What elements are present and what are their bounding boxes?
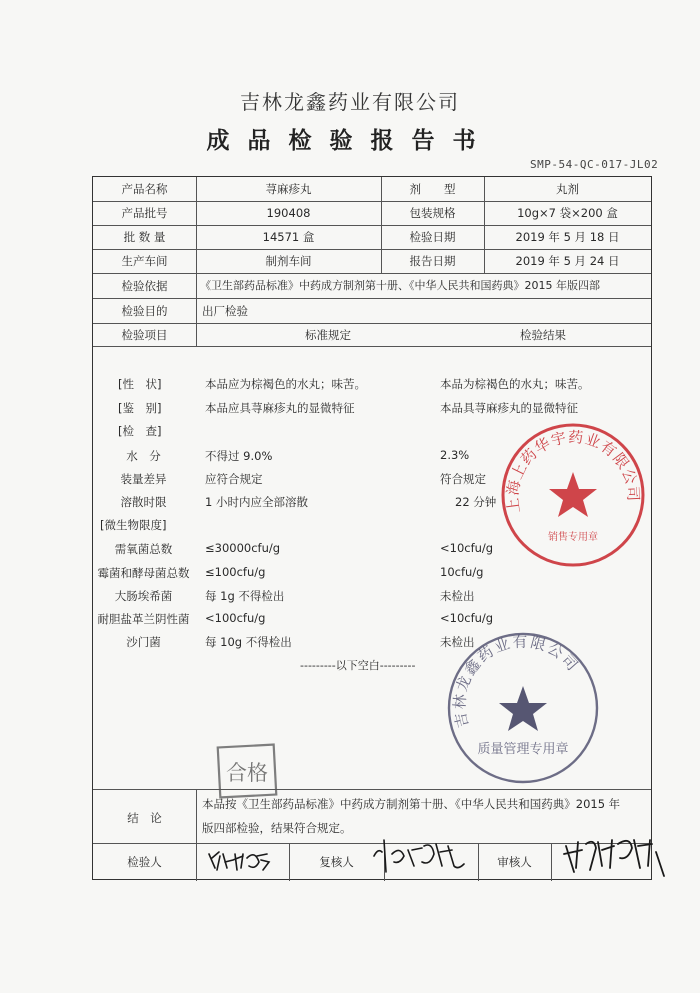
batch-quantity: 14571 盒 [262, 230, 315, 244]
test-basis: 《卫生部药品标准》中药成方制剂第十册、《中华人民共和国药典》2015 年版四部 [200, 279, 600, 292]
inspector-signature [205, 848, 275, 874]
result-item-name: 装量差异 [120, 472, 167, 486]
svg-text:吉林龙鑫药业有限公司: 吉林龙鑫药业有限公司 [450, 632, 583, 730]
workshop: 制剂车间 [265, 254, 312, 268]
pass-stamp [216, 743, 278, 799]
conclusion-line-2: 版四部检验，结果符合规定。 [202, 821, 352, 835]
workshop-label: 生产车间 [121, 254, 168, 268]
report-date: 2019 年 5 月 24 日 [515, 254, 620, 268]
dosage-form: 丸剂 [556, 182, 579, 196]
result-standard: 1 小时内应全部溶散 [205, 495, 308, 509]
blank-note: ---------以下空白--------- [300, 659, 416, 672]
svg-text:上海上药华宇药业有限公司: 上海上药华宇药业有限公司 [503, 427, 643, 514]
result-item-name: 需氧菌总数 [114, 542, 173, 556]
result-value: 22 分钟 [455, 495, 497, 509]
product-name: 荨麻疹丸 [265, 182, 312, 196]
result-value: 未检出 [440, 589, 475, 603]
result-item-name: [微生物限度] [100, 518, 167, 532]
conclusion-label: 结 论 [127, 811, 162, 825]
svg-text:质量管理专用章: 质量管理专用章 [477, 742, 569, 757]
col-item-header: 检验项目 [121, 328, 168, 342]
result-item-name: 沙门菌 [126, 635, 161, 649]
result-item-name: 溶散时限 [120, 495, 167, 509]
purpose-label: 检验目的 [121, 304, 168, 318]
approver-signature [560, 832, 670, 882]
reviewer-label: 复核人 [319, 855, 354, 869]
result-value: <10cfu/g [440, 611, 494, 625]
result-standard: 每 1g 不得检出 [205, 589, 285, 603]
result-standard: ≤100cfu/g [205, 565, 266, 579]
result-standard: <100cfu/g [205, 611, 266, 625]
result-value: <10cfu/g [440, 541, 494, 555]
result-item-name: 耐胆盐革兰阴性菌 [97, 612, 190, 626]
package-spec: 10g×7 袋×200 盒 [517, 206, 618, 220]
result-standard: ≤30000cfu/g [205, 541, 281, 555]
reviewer-signature [370, 836, 470, 876]
result-value: 符合规定 [440, 472, 486, 486]
batch-label: 产品批号 [121, 206, 168, 220]
dosage-form-label: 剂 型 [409, 182, 456, 196]
col-standard-header: 标准规定 [305, 328, 351, 342]
result-item-name: 霉菌和酵母菌总数 [97, 566, 190, 580]
col-result-header: 检验结果 [520, 328, 566, 342]
test-date-label: 检验日期 [409, 230, 456, 244]
test-purpose: 出厂检验 [202, 304, 248, 318]
conclusion-line-1: 本品按《卫生部药品标准》中药成方制剂第十册、《中华人民共和国药典》2015 年 [202, 797, 621, 811]
company-name: 吉林龙鑫药业有限公司 [240, 90, 460, 114]
result-standard: 本品应具荨麻疹丸的显微特征 [205, 401, 355, 415]
result-value: 未检出 [440, 635, 475, 649]
test-date: 2019 年 5 月 18 日 [515, 230, 620, 244]
result-standard: 不得过 9.0% [205, 449, 273, 463]
batch-number: 190408 [266, 206, 311, 220]
report-date-label: 报告日期 [409, 254, 456, 268]
result-standard: 每 10g 不得检出 [205, 635, 292, 649]
approver-label: 审核人 [497, 855, 532, 869]
product-name-label: 产品名称 [121, 182, 168, 196]
result-value: 10cfu/g [440, 565, 484, 579]
result-item-name: [鉴 别] [118, 401, 162, 415]
result-value: 本品具荨麻疹丸的显微特征 [440, 401, 578, 415]
document-number: SMP-54-QC-017-JL02 [530, 158, 659, 171]
result-value: 本品为棕褐色的水丸；味苦。 [440, 377, 590, 391]
package-label: 包装规格 [409, 206, 456, 220]
result-standard: 本品应为棕褐色的水丸；味苦。 [205, 377, 366, 391]
inspector-label: 检验人 [127, 855, 162, 869]
red-company-seal [498, 420, 648, 570]
result-item-name: 大肠埃希菌 [114, 589, 173, 603]
report-title: 成品检验报告书 [206, 127, 494, 154]
result-item-name: [检 查] [118, 424, 162, 438]
quantity-label: 批 数 量 [123, 230, 166, 244]
svg-text:合格: 合格 [226, 761, 268, 785]
svg-text:销售专用章: 销售专用章 [548, 532, 598, 543]
result-item-name: [性 状] [118, 377, 162, 391]
result-item-name: 水 分 [126, 449, 161, 463]
result-standard: 应符合规定 [205, 472, 263, 486]
quality-management-seal [443, 628, 603, 788]
result-value: 2.3% [440, 448, 470, 462]
basis-label: 检验依据 [121, 279, 168, 293]
